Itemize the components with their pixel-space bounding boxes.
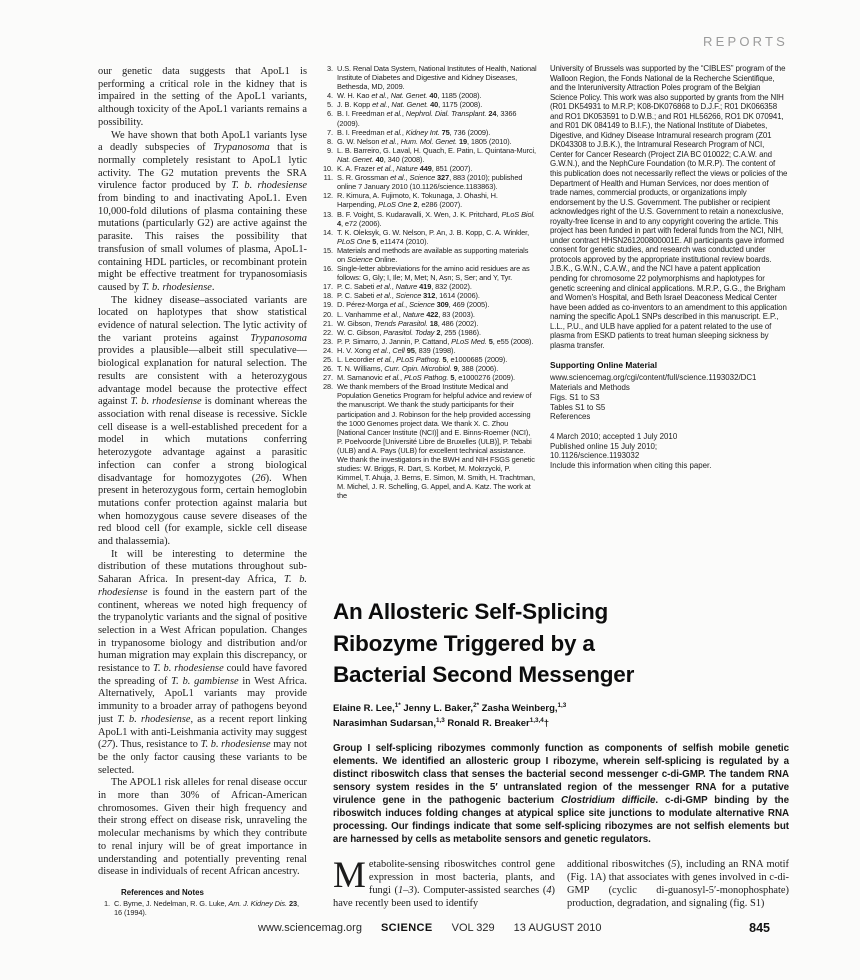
reference-text: S. R. Grossman et al., Science 327, 883 (2010); published online 7 January 2010 (10.1126/science.1183863). — [337, 173, 523, 192]
reference-item — [321, 382, 537, 500]
reference-item — [321, 228, 537, 246]
body-column-1 — [333, 855, 555, 910]
reference-item — [321, 91, 537, 100]
acknowledgment-text: University of Brussels was supported by the “CIBLES” program of the Walloon Region, the Fonds National de la Recherche Scientifique, and the Interuniversity Attraction Poles program of the Belgian Science Policy. This work was also supported by grants from the NIH (R01 DK54931 to M.R.P; K08-DK076868 to D.J.F.; R01 DK066358 and RO1 DK053591 to D.W.B.; and R01 HL56266, RO1 DK 070941, and R01 DK 084149 to B.I.F.), the National Institute of Diabetes, Digestive, and Kidney Disease Intramural research program (Z01 DK043308 to J.B.K.), the Intramural Research Program of NCI, Center for Cancer Research (Project ZIA BC 010022; C.A.W. and G.W.N.), and the NephCure Foundation (to M.R.P). The content of this publication does not necessarily reflect the views or policies of the Department of Health and Human Services, nor does mention of trade names, commercial products, or organizations imply endorsement by the U.S. Government. The publisher or recipient acknowledges right of the U.S. Government to retain a nonexclusive, royalty-free license in and to any copyright covering the article. This project has been funded in part with federal funds from the NCI, NIH, under contract HHSN261200800001E. All participants gave informed consent for genetic studies, and research was conducted under protocols approved by the appropriate institutional review boards. J.B.K., G.W.N., C.A.W., and the NCI have a patent application pending for chromosome 22 polymorphisms and haplotypes for genetic screening and clinical applications. M.R.P., G.G., the Brigham and Women’s Hospital, and Beth Israel Deaconess Medical Center have been added as co-inventors to an amendment to this application naming the specific ApoL1 SNPs described in this manuscript. E.P., L.L., P.U., and ULB have applied for a patent related to the use of plasma from ESKD patients to treat human sleeping sickness by plasma transfer. — [550, 64, 788, 350]
reference-text: P. P. Simarro, J. Jannin, P. Cattand, PLoS Med. 5, e55 (2008). — [337, 336, 534, 346]
reference-number: 28. — [323, 382, 333, 392]
reference-item — [321, 210, 537, 228]
article-body — [333, 855, 789, 910]
reference-text: Materials and methods are available as supporting materials on Science Online. — [337, 245, 529, 264]
reference-text: T. N. Williams, Curr. Opin. Microbiol. 9, 388 (2006). — [337, 364, 499, 374]
reference-item — [321, 264, 537, 282]
reference-item — [321, 310, 537, 319]
reference-number: 14. — [323, 227, 333, 237]
reference-number: 27. — [323, 373, 333, 383]
paragraph: We have shown that both ApoL1 variants lyse a deadly subspecies of Trypanosoma that is normally completely resistant to ApoL1 lytic activity. The G2 mutation prevents the SRA virulence factor produced by T. b. rhodesiense from binding to and inactivating ApoL1. Even 10,000-fold dilutions of plasma containing these mutations (particularly G2) are active against the parasite. This raises the possibility that transfusion of small volumes of plasma, ApoL1-containing HDL particles, or recombinant protein might be effective treatment for trypanosomiasis caused by T. b. rhodesiense. — [98, 129, 307, 293]
reference-number: 15. — [323, 245, 333, 255]
reference-number: 20. — [323, 309, 333, 319]
paragraph: The APOL1 risk alleles for renal disease occur in more than 30% of African-American chromosomes. Given their high frequency and their strong effect on disease risk, unraveling the molecular mechanisms by which they contribute to renal injury will be of great importance in understanding and potentially preventing renal disease in individuals of recent African ancestry. — [98, 777, 307, 878]
reference-text: Single-letter abbreviations for the amino acid residues are as follows: G, Gly; I, Ile; M, Met; N, Asn; S, Ser; and Y, Tyr. — [337, 264, 530, 283]
reference-item — [98, 899, 307, 917]
reference-text: G. W. Nelson et al., Hum. Mol. Genet. 19, 1805 (2010). — [337, 136, 512, 146]
reference-number: 9. — [327, 145, 333, 155]
reference-item — [321, 191, 537, 209]
reference-number: 25. — [323, 355, 333, 364]
supporting-material-line: Figs. S1 to S3 — [550, 392, 600, 402]
reference-text: B. I. Freedman et al., Kidney Int. 75, 736 (2009). — [337, 127, 491, 137]
reference-text — [114, 917, 307, 918]
footer-volume: VOL 329 — [451, 922, 495, 934]
reference-item — [321, 346, 537, 355]
section-label: REPORTS — [702, 34, 788, 49]
reference-item — [321, 164, 537, 173]
reference-text: T. K. Oleksyk, G. W. Nelson, P. An, J. B. Kopp, C. A. Winkler, PLoS One 5, e11474 (2010). — [337, 227, 530, 246]
reference-item — [321, 137, 537, 146]
footer-url: www.sciencemag.org — [258, 922, 362, 934]
reference-item — [321, 319, 537, 328]
reference-item — [321, 300, 537, 309]
paragraph: It will be interesting to determine the distribution of these mutations throughout sub-Saharan Africa. In present-day Africa, T. b. rhodesiense is found in the eastern part of the continent, whereas we noted high frequency of the trypanolytic variants and the signal of positive selection in a West African population. Changes in trypanosome biology and distribution and/or human migration may explain this discrepancy, or resistance to T. b. rhodesiense could have favored the spreading of T. b. gambiense in West Africa. Alternatively, ApoL1 variants may provide immunity to a broader array of pathogens beyond just T. b. rhodesiense, as a recent report linking ApoL1 with anti-Leishmania activity may suggest (27). Thus, resistance to T. b. rhodesiense may not be the only factor causing these variants to be selected. — [98, 548, 307, 776]
reference-item — [321, 128, 537, 137]
reference-number: 13. — [323, 209, 333, 219]
article-title-line: Bacterial Second Messenger — [333, 662, 635, 687]
article-title — [333, 596, 789, 691]
reference-number: 22. — [323, 327, 333, 337]
reference-number: 10. — [323, 164, 333, 174]
supporting-material-line: Materials and Methods — [550, 383, 630, 393]
reference-number: 3. — [327, 64, 333, 73]
reference-item — [321, 64, 537, 91]
reference-number: 18. — [323, 291, 333, 301]
reference-item — [321, 146, 537, 164]
reference-text: P. C. Sabeti et al., Science 312, 1614 (2006). — [337, 291, 480, 301]
right-column — [550, 64, 788, 594]
reference-text: P. C. Sabeti et al., Nature 419, 832 (2002). — [337, 282, 472, 292]
reference-item — [321, 337, 537, 346]
middle-column — [321, 64, 537, 592]
author-line: Narasimhan Sudarsan,$^{1,3}$ Ronald R. Breaker$^{1,3,4}$† — [333, 717, 550, 730]
reference-text: D. Pérez-Morga et al., Science 309, 469 (2005). — [337, 300, 490, 310]
reference-text: L. Vanhamme et al., Nature 422, 83 (2003). — [337, 309, 475, 319]
date-line: Include this information when citing this paper. — [550, 461, 712, 471]
reference-number: 7. — [327, 127, 333, 137]
reference-text: B. I. Freedman et al., Nephrol. Dial. Transplant. 24, 3366 (2009). — [337, 109, 517, 128]
reference-text: K. A. Frazer et al., Nature 449, 851 (2007). — [337, 164, 473, 174]
reference-number: 17. — [323, 282, 333, 292]
reference-text: M. Samanovic et al., PLoS Pathog. 5, e1000276 (2009). — [337, 373, 516, 383]
article-title-line: Ribozyme Triggered by a — [333, 630, 595, 656]
references-list-middle — [321, 64, 537, 501]
reference-item — [321, 355, 537, 364]
reference-text: W. Gibson, Trends Parasitol. 18, 486 (2002). — [337, 318, 479, 328]
references-heading: References and Notes — [121, 888, 204, 897]
author-list — [333, 700, 789, 732]
reference-item — [321, 109, 537, 127]
reference-text: H. V. Xong et al., Cell 95, 839 (1998). — [337, 345, 456, 355]
reference-item — [321, 373, 537, 382]
paragraph: The kidney disease–associated variants are located on haplotypes that show statistical evidence of natural selection. The lytic activity of the variant proteins against Trypanosoma provides a plausible—albeit still speculative—biological explanation for natural selection. The results are consistent with a heterozygous advantage model because the protective effect against T. b. rhodesiense is dominant whereas the association with renal disease is recessive. Sickle cell disease is a well-established precedent for a model in which mutations conferring heterozygote advantage against a parasitic infection can confer a strong biological disadvantage for homozygotes (26). When present in heterozygous form, certain hemoglobin mutations confer protection against malaria but when homozygous cause severe diseases of the red blood cell (for example, sickle cell disease and thalassemia). — [98, 294, 307, 548]
article-title-line: An Allosteric Self-Splicing — [333, 599, 609, 624]
reference-text: We thank members of the Broad Institute Medical and Population Genetics Program for helpful advice and review of the manuscript. We thank the study participants for their participation and J. Robinson for the help provided accessing the 1000 Genomes project data. We thank X. C. Zhou [National Cancer Institute (NCI)] and E. Binns-Roemer (NCI), P. Poelvoorde [Université Libre de Bruxelles (ULB)], P. Tebabi (ULB) and A. Pays (ULB) for excellent technical assistance. We thank the investigators in the BWH and NIH FSGS genetic studies: W. Briggs, R. Dart, S. Korbet, M. Mokrzycki, P. Kimmel, T. Ahuja, J. Berns, E. Simon, M. Smith, H. Trachtman, M. Michel, J. R. Schelling, G. Appel, and A. Katz. The work at the — [337, 382, 535, 501]
left-article-text — [98, 66, 307, 879]
publication-dates — [550, 432, 788, 471]
reference-text: U.S. Renal Data System, National Institutes of Health, National Institute of Diabetes and Digestive and Kidney Diseases, Bethesda, MD, 2009. — [337, 64, 537, 92]
reference-text: C. Byrne, J. Nedelman, R. G. Luke, Am. J. Kidney Dis. 23, 16 (1994). — [114, 899, 299, 918]
reference-text: L. B. Barreiro, G. Laval, H. Quach, E. Patin, L. Quintana-Murci, Nat. Genet. 40, 340 (2008). — [337, 145, 536, 164]
reference-number: 4. — [327, 91, 333, 101]
page-footer — [258, 922, 602, 934]
author-line: Elaine R. Lee,$^{1*}$ Jenny L. Baker,$^{2*}$ Zasha Weinberg,$^{1,3}$ — [333, 701, 567, 714]
reference-number: 5. — [327, 100, 333, 110]
reference-item — [321, 173, 537, 191]
reference-item — [321, 364, 537, 373]
supporting-material-line: www.sciencemag.org/cgi/content/full/science.1193032/DC1 — [550, 373, 757, 383]
reference-item — [321, 291, 537, 300]
reference-number: 19. — [323, 300, 333, 310]
reference-text: W. H. Kao et al., Nat. Genet. 40, 1185 (2008). — [337, 91, 482, 101]
article-block — [333, 596, 789, 910]
supporting-material-line: Tables S1 to S5 — [550, 402, 606, 412]
footer-date: 13 AUGUST 2010 — [513, 922, 602, 934]
reference-item — [321, 282, 537, 291]
reference-number — [98, 917, 110, 918]
reference-item — [98, 917, 307, 918]
abstract-text: Group I self-splicing ribozymes commonly function as components of selfish mobile genetic elements. We identified an allosteric group I ribozyme, wherein self-splicing is regulated by a distinct riboswitch class that senses the bacterial second messenger c-di-GMP. The tandem RNA sensory system resides in the 5′ untranslated region of the messenger RNA for a putative virulence gene in the pathogenic bacterium Clostridium difficile. c-di-GMP binding by the riboswitch induces folding changes at atypical splice site junctions to modulate alternative RNA processing. Our findings indicate that some self-splicing ribozymes are not selfish elements but are harnessed by cells as metabolite sensors and genetic regulators. — [333, 743, 790, 846]
body-column-1-text: etabolite-sensing riboswitches control gene expression in most bacteria, plants, and fungi (1–3). Computer-assisted searches (4) have recently been used to identify — [333, 859, 555, 909]
reference-text: J. B. Kopp et al., Nat. Genet. 40, 1175 (2008). — [337, 100, 483, 110]
reference-item — [321, 246, 537, 264]
supporting-material-line: References — [550, 412, 591, 422]
reference-number: 23. — [323, 336, 333, 346]
body-column-2: additional riboswitches (5), including an RNA motif (Fig. 1A) that associates with genes involved in c-di-GMP (cyclic di-guanosyl-5′-monophosphate) production, degradation, and signaling (fig. S1) — [567, 859, 789, 909]
reference-number: 11. — [323, 173, 333, 183]
date-line: 10.1126/science.1193032 — [550, 451, 640, 461]
reference-text: W. C. Gibson, Parasitol. Today 2, 255 (1986). — [337, 327, 481, 337]
reference-number: 6. — [327, 109, 333, 119]
reference-number: 24. — [323, 345, 333, 355]
supporting-material-heading: Supporting Online Material — [550, 360, 658, 371]
references-list-left — [98, 899, 307, 918]
reference-number: 12. — [323, 191, 333, 201]
reference-number: 1. — [104, 899, 110, 908]
reference-text: B. F. Voight, S. Kudaravalli, X. Wen, J. K. Pritchard, PLoS Biol. 4, e72 (2006). — [337, 209, 535, 228]
reference-number: 26. — [323, 364, 333, 374]
reference-number: 16. — [323, 264, 333, 274]
reference-number: 21. — [323, 318, 333, 328]
reference-number: 8. — [327, 136, 333, 146]
dropcap: M — [333, 855, 366, 897]
left-column — [98, 66, 307, 918]
reference-text: L. Lecordier et al., PLoS Pathog. 5, e1000685 (2009). — [337, 355, 508, 364]
reference-item — [321, 100, 537, 109]
paragraph: our genetic data suggests that ApoL1 is performing a critical role in the kidney that is impaired in the setting of the ApoL1 variants, although toxicity of the ApoL1 variants remains a possibility. — [98, 66, 307, 128]
date-line: Published online 15 July 2010; — [550, 441, 658, 451]
supporting-material-lines — [550, 373, 788, 422]
page-number: 845 — [749, 921, 770, 935]
reference-text: R. Kimura, A. Fujimoto, K. Tokunaga, J. Ohashi, H. Harpending, PLoS One 2, e286 (2007). — [337, 191, 498, 210]
reference-item — [321, 328, 537, 337]
date-line: 4 March 2010; accepted 1 July 2010 — [550, 431, 678, 441]
footer-journal: SCIENCE — [380, 922, 433, 934]
